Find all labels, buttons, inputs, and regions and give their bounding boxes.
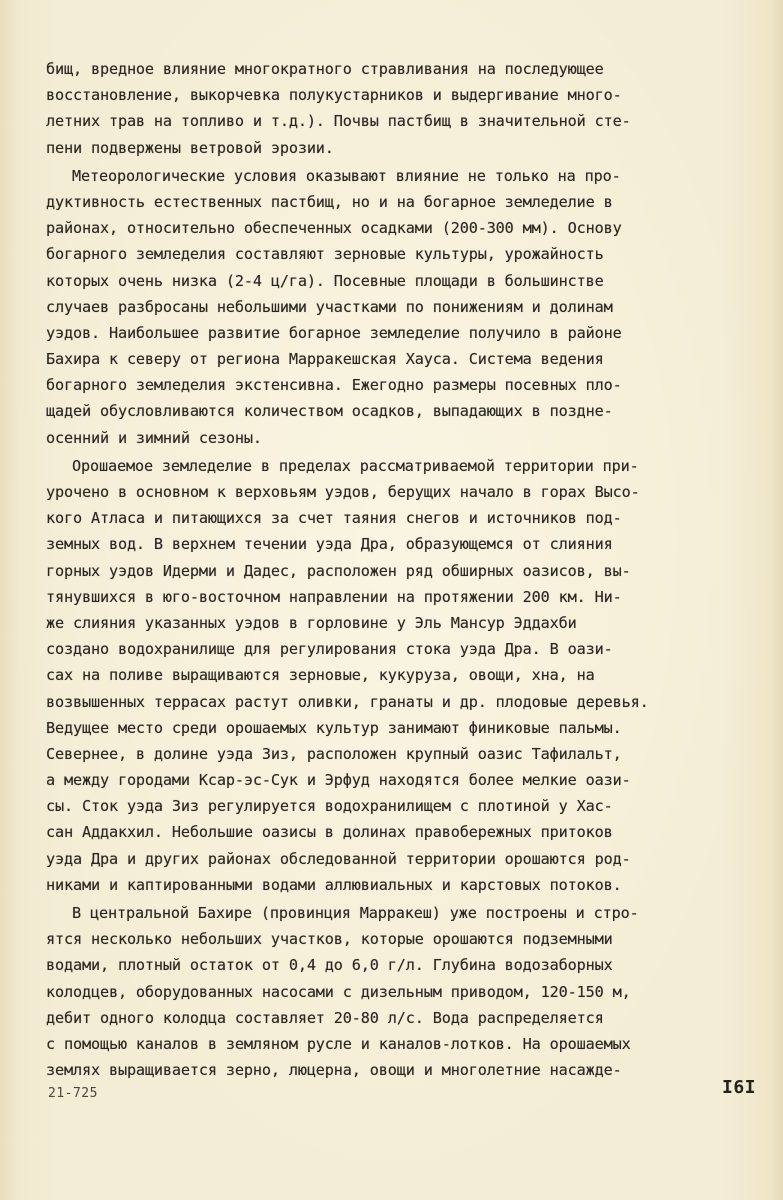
text-line: Бахира к северу от региона Марракешская Хауса. Система ведения (46, 350, 604, 369)
text-line: дебит одного колодца составляет 20-80 л/с. Вода распределяется (46, 1008, 604, 1027)
text-line: районах, относительно обеспеченных осадками (200-300 мм). Основу (46, 219, 622, 238)
text-line: уэдов. Наибольшее развитие богарное земледелие получило в районе (46, 323, 622, 342)
text-line: щадей обусловливаются количеством осадков, выпадающих в поздне- (46, 402, 613, 421)
text-line: уэда Дра и других районах обследованной территории орошаются род- (46, 849, 631, 868)
text-line: Орошаемое земледелие в пределах рассматриваемой территории при- (72, 456, 639, 475)
text-line: сы. Сток уэда Зиз регулируется водохранилищем с плотиной у Хас- (46, 797, 613, 816)
text-line: землях выращивается зерно, люцерна, овощи и многолетние насажде- (46, 1061, 622, 1080)
text-line: колодцев, оборудованных насосами с дизельным приводом, 120-150 м, (46, 982, 631, 1001)
text-line: же слияния указанных уэдов в горловине у Эль Мансур Эддахби (46, 613, 577, 632)
text-line: с помощью каналов в земляном русле и каналов-лотков. На орошаемых (46, 1034, 631, 1053)
signature-code: 21-725 (48, 1086, 98, 1101)
text-line: создано водохранилище для регулирования стока уэда Дра. В оази- (46, 640, 613, 659)
text-line: земных вод. В верхнем течении уэда Дра, образующемся от слияния (46, 535, 613, 554)
text-line: Ведущее место среди орошаемых культур занимают финиковые пальмы. (46, 718, 622, 737)
paragraph-1 (46, 56, 746, 161)
text-line: сан Аддакхил. Небольшие оазисы в долинах правобережных притоков (46, 823, 613, 842)
text-line: богарного земледелия составляют зерновые культуры, урожайность (46, 245, 604, 264)
text-line: ятся несколько небольших участков, которые орошаются подземными (46, 930, 613, 949)
text-line: В центральной Бахире (провинция Марракеш) уже построены и стро- (72, 904, 639, 922)
text-line: водами, плотный остаток от 0,4 до 6,0 г/л. Глубина водозаборных (46, 956, 613, 975)
text-line: а между городами Ксар-эс-Сук и Эрфуд находятся более мелкие оази- (46, 771, 631, 790)
text-line: кого Атласа и питающихся за счет таяния снегов и источников под- (46, 509, 622, 528)
text-line: случаев разбросаны небольшими участками по понижениям и долинам (46, 297, 613, 316)
page-number: I6I (722, 1077, 757, 1098)
text-line: осенний и зимний сезоны. (46, 428, 262, 447)
text-line: пени подвержены ветровой эрозии. (46, 138, 334, 157)
text-line: никами и каптированными водами аллювиальных и карстовых потоков. (46, 875, 622, 894)
text-line: дуктивность естественных пастбищ, но и на богарное земледелие в (46, 192, 613, 211)
text-line: восстановление, выкорчевка полукустарников и выдергивание много- (46, 86, 622, 105)
text-line: бищ, вредное влияние многократного стравливания на последующее (46, 60, 604, 78)
text-line: горных уэдов Идерми и Дадес, расположен ряд обширных оазисов, вы- (46, 561, 631, 580)
text-line: сах на поливе выращиваются зерновые, кукуруза, овощи, хна, на (46, 666, 595, 685)
paragraph-2 (46, 163, 746, 451)
text-line: которых очень низка (2-4 ц/га). Посевные площади в большинстве (46, 271, 604, 290)
text-line: тянувшихся в юго-восточном направлении на протяжении 200 км. Ни- (46, 587, 622, 606)
paragraph-4 (46, 900, 746, 1083)
text-line: богарного земледелия экстенсивна. Ежегодно размеры посевных пло- (46, 376, 622, 395)
text-line: возвышенных террасах растут оливки, гранаты и др. плодовые деревья. (46, 692, 649, 711)
text-line: урочено в основном к верховьям уэдов, берущих начало в горах Высо- (46, 483, 640, 501)
paragraph-3 (46, 453, 746, 898)
text-line: летних трав на топливо и т.д.). Почвы пастбищ в значительной сте- (46, 112, 631, 131)
body-text (46, 56, 746, 1085)
text-line: Метеорологические условия оказывают влияние не только на про- (72, 166, 621, 185)
text-line: Севернее, в долине уэда Зиз, расположен крупный оазис Тафилальт, (46, 744, 622, 763)
